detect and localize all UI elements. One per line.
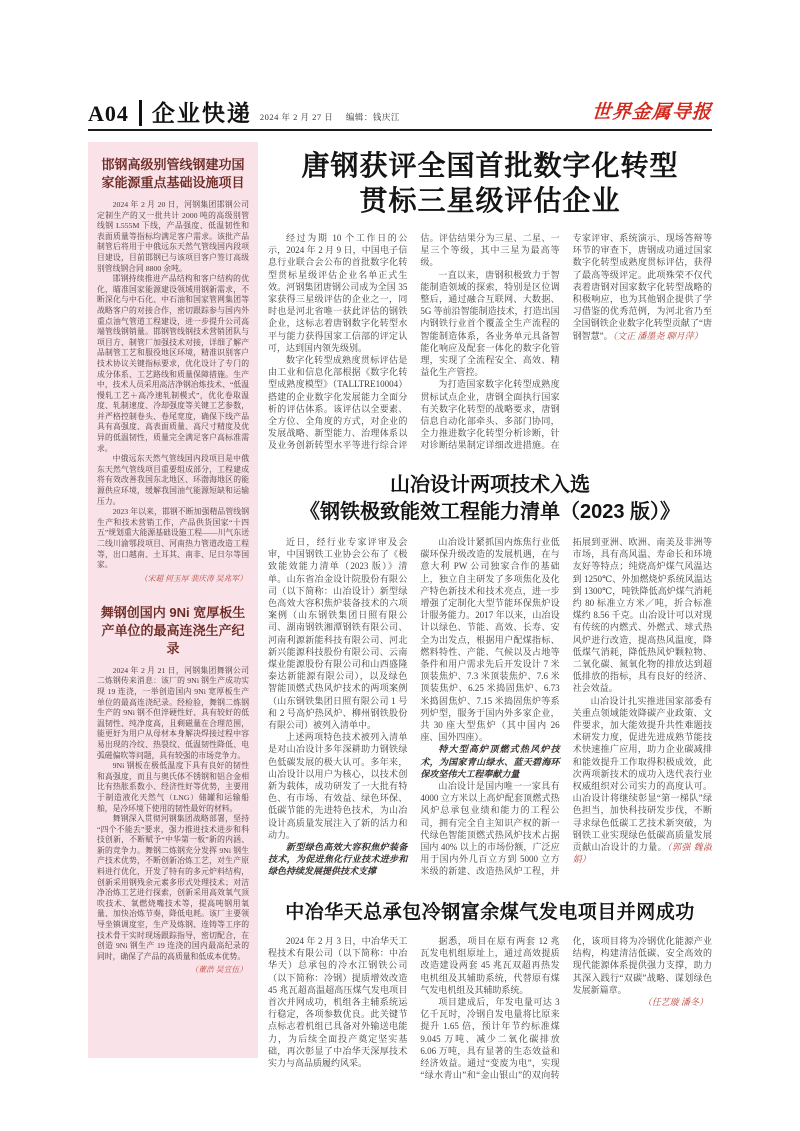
article-paragraph: 山冶设计是国内唯一一家具有 4000 立方米以上高炉配套顶燃式热风炉总承包业绩和能力的工程公司，拥有完全自主知识产权的新一代绿色智能顶燃式热风炉技术占据国内 40% 以上的市场份额，广泛应用于国内外几百立方到 5000 立方米级的新建、改造热风炉工程，并拓展到亚洲、欧洲、南美及非洲等市场，具有高风温、寿命长和环境友好等特点；纯烧高炉煤气风温达到 1250℃、外加燃烧炉系统风温达到 1300℃，吨铁降低高炉煤气消耗约 80 标准立方米／吨，折合标准煤约 8.56 千克。山冶设计可以对现有传统的内燃式、外燃式、球式热风炉进行改造，提高热风温度，降低煤气消耗，降低热风炉颗粒物、二氧化碳、氮氧化物的排放达到超低排放的指标，具有良好的经济、社会效益。 xyxy=(420,537,712,877)
article-tanggang-digital xyxy=(268,148,712,456)
article-paragraph: 数字化转型成熟度贯标评估是由工业和信息化部根据《数字化转型成熟度模型》（TALLTRE10004）搭建的企业数字化发展能力全面分析的评估体系。该评估以全要素、全方位、全角度的方式，对企业的发展战略、新型能力、治理体系以及业务创新转型水平等进行综合评估。评估结果分为三星、二星、一星三个等级，其中三星为最高等级。 xyxy=(268,233,560,451)
main-column xyxy=(268,142,712,1104)
article-zhongye-huatian xyxy=(268,900,712,1085)
article-paragraph: 经过为期 10 个工作日的公示，2024 年 2 月 9 日，中国电子信息行业联合会公布的首批数字化转型贯标星级评估企业名单正式生效。河钢集团唐钢公司成为全国 35 家获得三星级评估的企业之一，同时也是河北省唯一获此评估的钢铁企业，这标志着唐钢数字化转型水平与能力获得国家工信部的评定认可，达到国内领先级别。 xyxy=(268,233,408,353)
headline-line: 贯标三星级评估企业 xyxy=(359,185,621,216)
article-body xyxy=(268,935,712,1085)
article-paragraph: 2023 年以来，邯钢不断加强精品管线钢生产和技术营销工作，产品供货国家“十四五”规划重大能源基础设施工程——川气东送二线川渝鄂段项目、河南热力管道改造工程等，出口越南、土耳其、南非、尼日尔等国家。 xyxy=(97,507,249,570)
article-paragraph: 邯钢持续推进产品结构和客户结构的优化，瞄准国家能源建设领域用钢新需求，不断深化与中石化、中石油和国家管网集团等战略客户的对接合作，密切跟踪参与国内外重点油气管道工程建设，进一步提升公司高端管线钢销量。邯钢管线钢技术营销团队与项目方、制管厂加强技术对接，详细了解产品制管工艺和服役地区环境，精准识别客户技术协议关键指标要求，优化设计了专门的成分体系、工艺路线和质量保障措施。生产中，技术人员采用高洁净钢冶炼技术、“低温慢轧工艺＋高冷速轧制模式”，优化卷取温度、轧制速度、冷却强度等关键工艺参数，并严格控制卷头、卷尾宽度，确保下线产品具有高强度、高表面质量、高尺寸精度及优异的低温韧性，质量完全满足客户高标准需求。 xyxy=(97,274,249,453)
article-paragraph: 一直以来，唐钢积极致力于智能制造领域的探索，特别是区位调整后，通过融合互联网、大数据、5G 等前沿智能制造技术，打造出国内钢铁行业首个覆盖全生产流程的智能制造体系，各业务单元具备智能化响应及配套一体化的数字化管理，实现了全流程安全、高效、精益化生产管控。 xyxy=(420,269,560,378)
headline-line: 《钢铁极致能效工程能力清单（2023 版）》 xyxy=(299,501,681,523)
publish-date: 2024 年 2 月 27 日 xyxy=(259,112,334,122)
article-paragraph: 山冶设计紧抓国内炼焦行业低碳环保升级改造的发展机遇，在与意大利 PW 公司独家合作的基础上，独立自主研发了多项焦化及化产特色新技术和技术亮点，进一步增强了定制化大型节能环保焦炉设计服务能力。2017 年以来，山冶设计以绿色、节能、高效、长寿、安全为出发点，根据用户配煤指标、燃料特性、产能、气候以及占地等条件和用户需求先后开发设计 7 米顶装焦炉、7.3 米顶装焦炉、7.6 米顶装焦炉、6.25 米捣固焦炉、6.73 米捣固焦炉、7.15 米捣固焦炉等系列炉型，服务于国内外多家企业，共 30 座大型焦炉（其中国内 26 座、国外四座）。 xyxy=(420,537,560,743)
article-byline: （郭强 魏淑娟） xyxy=(572,842,712,865)
article-paragraph: 项目建成后，年发电量可达 3 亿千瓦时，冷钢自发电量将比原来提升 1.65 倍，预计年节约标准煤 9.045 万吨、减少二氧化碳排放 6.06 万吨，具有显著的生态效益和经济效益。通过“变废为电”，实现“绿水青山”和“金山银山”的双向转化，该项目将为冷钢优化能源产业结构，构建清洁低碳、安全高效的现代能源体系提供强力支撑，助力其深入践行“双碳”战略、谋划绿色发展新篇章。 xyxy=(420,936,712,1081)
article-subhead: 新型绿色高效大容积焦炉装备技术，为促进焦化行业技术进步和绿色持续发展提供技术支撑 xyxy=(268,842,408,877)
article-paragraph: 中俄远东天然气管线国内段项目是中俄东天然气管线项目重要组成部分，工程建成将有效改善我国东北地区、环渤海地区的能源供应环境，缓解我国油气能源短缺和运输压力。 xyxy=(97,454,249,506)
headline-line: 中冶华天总承包冷钢富余煤气发电项目并网成功 xyxy=(285,902,695,923)
editor-credit: 编辑：钱庆江 xyxy=(345,112,400,122)
headline-line: 山冶设计两项技术入选 xyxy=(390,474,590,496)
header-rule xyxy=(88,129,712,131)
article-headline xyxy=(268,472,712,526)
header-left xyxy=(88,100,410,126)
header-meta xyxy=(260,111,410,126)
article-byline: （董浩 吴宣伍） xyxy=(190,965,247,975)
page-content xyxy=(88,142,712,1104)
article-paragraph: 9Ni 钢板在极低温度下具有良好的韧性和高强度，而且与奥氏体不锈钢和铝合金相比有热胀系数小、经济性好等优势，主要用于制造液化天然气（LNG）储罐和运输船舶，是冷环境下使用的韧性最好的材料。 xyxy=(97,761,249,813)
article-paragraph: 2024 年 2 月 3 日，中冶华天工程技术有限公司（以下简称：中冶华天）总承包的冷水江钢铁公司（以下简称：冷钢）提质增效改造 45 兆瓦超高温超高压煤气发电项目首次并网成功，机组各主辅系统运行稳定，各项参数优良。此关键节点标志着机组已具备对外输送电能力，为后续全面投产奠定坚实基础，再次彰显了中冶华天深厚技术实力与高品质履约风采。 xyxy=(268,936,408,1069)
article-byline: （宋超 何玉厚 裴庆涛 吴兆军） xyxy=(139,573,247,583)
article-paragraph: 上述两项特色技术被列入清单是对山冶设计多年深耕助力钢铁绿色低碳发展的极大认可。多年来，山冶设计以用户为核心，以技术创新为载体，成功研发了一大批有特色、有市场、有效益、绿色环保、低碳节能的先进特色技术，为山冶设计高质量发展注入了新的活力和动力。 xyxy=(268,732,408,840)
article-paragraph: 近日，经行业专家评审及会审，中国钢铁工业协会公布了《极致能效能力清单（2023 版）》清单。山东省冶金设计院股份有限公司（以下简称：山冶设计）新型绿色高效大容积焦炉装备技术的六项案例（山东钢铁集团日照有限公司、湖南钢铁湘潭钢铁有限公司、河南利源新能科技有限公司、河北新兴能源科技股份有限公司、云南煤业能源股份有限公司和山西盛隆泰达新能源有限公司），以及绿色智能顶燃式热风炉技术的两项案例（山东钢铁集团日照有限公司 1 号和 2 号高炉热风炉、柳州钢铁股份有限公司）被列入清单中。 xyxy=(268,537,408,731)
article-headline xyxy=(268,900,712,926)
article-title: 舞钢创国内 9Ni 宽厚板生产单位的最高连浇生产纪录 xyxy=(100,604,246,656)
article-subhead: 特大型高炉顶燃式热风炉技术，为国家青山绿水、蓝天碧海环保攻坚伟大工程奉献力量 xyxy=(420,744,560,779)
article-paragraph: 2024 年 2 月 20 日，河钢集团邯钢公司定制生产的又一批共计 2000 吨的高级别管线钢 L555M 下线，产品强度、低温韧性和表面质量等指标均满足客户需求。该批产品制管后将用于中俄远东天然气管线国内段项目建设，目前邯钢已与该项目客户签订高级别管线钢合同 8800 余吨。 xyxy=(97,200,249,273)
article-body xyxy=(268,536,712,888)
article-paragraph xyxy=(573,695,712,866)
article-shanye-design xyxy=(268,472,712,888)
paragraph-text: 山冶设计扎实推进国家部委有关重点领域能效降碳产业政策、文件要求，加大能效提升共性难题技术研发力度，促进先进成熟节能技术快速推广应用，助力企业碳减排和能效提升工作取得积极成效，此次两项新技术的成功入选代表行业权威组织对公司实力的高度认可。山冶设计将继续彰显“第一梯队”绿色担当，加快科技研发步伐，不断寻求绿色低碳工艺技术新突破，为钢铁工业实现绿色低碳高质量发展贡献山冶设计的力量。 xyxy=(572,695,712,853)
article-hangang-pipeline xyxy=(97,156,249,584)
page-number: A04 xyxy=(88,101,129,126)
article-body xyxy=(268,232,712,456)
article-paragraph: 2024 年 2 月 21 日，河钢集团舞钢公司二炼钢传来消息：该厂的 9Ni 钢生产成功实现 19 连浇，一举创造国内 9Ni 宽厚板生产单位的最高连浇纪录。经检验，舞钢二炼钢生产的 9Ni 钢不但淬硬性好、具有较好的低温韧性、纯净度高，且剩磁量在合理范围，能更好为用户从母材本身解决焊接过程中容易出现的冷纹、热裂纹、低温韧性降低、电弧磁偏吹等问题，具有较强的市场竞争力。 xyxy=(97,665,249,760)
article-paragraph: 舞钢深入贯彻河钢集团战略部署，坚持“四个不能丢”要求，强力推进技术进步和科技创新，不断赋予“中华第一板”新的内涵、新的竞争力。舞钢二炼钢充分发挥 9Ni 钢生产技术优势，不断创新冶炼工艺，对生产原料进行优化，开发了特有的多元炉料结构，创新采用钢残余元素多形式处理技术；对洁净冶炼工艺进行探索，创新采用高效氧气顶吹技术、氧燃烧嘴技术等，提高吨钢用氧量、加快冶炼节奏，降低电耗。该厂主要领导坐镇调度室，生产及炼钢、连铸等工序的技术骨干实时现场跟踪指导，密切配合，在创造 9Ni 钢生产 19 连浇的国内最高纪录的同时，确保了产品的高质量和低成本优势。 xyxy=(97,814,249,961)
page-header xyxy=(88,90,712,126)
article-headline xyxy=(268,148,712,218)
article-byline: （文正 潘墨尧 聊月萍） xyxy=(612,330,703,341)
left-column xyxy=(88,142,258,1058)
header-divider-bar xyxy=(139,100,142,126)
paragraph-text: 为打造国家数字化转型成熟度贯标试点企业，唐钢全面执行国家有关数字化转型的战略要求，唐钢信息自动化部牵头、多部门协同，全力推进数字化转型分析诊断，针对诊断结果制定详细改进措施。在专家评审、系统演示、现场答辩等环节的审查下，唐钢成功通过国家数字化转型成熟度贯标评估，获得了最高等级评定。此项殊荣不仅代表着唐钢对国家数字化转型战略的积极响应，也为其他钢企提供了学习借鉴的优秀范例，为河北省乃至全国钢铁企业数字化转型贡献了“唐钢智慧”。 xyxy=(420,233,712,451)
headline-line: 唐钢获评全国首批数字化转型 xyxy=(301,150,679,181)
article-byline: （任艺璇 潘冬） xyxy=(642,997,708,1008)
article-title: 邯钢高级别管线钢建功国家能源重点基础设施项目 xyxy=(101,157,245,190)
article-paragraph: 据悉，项目在原有两套 12 兆瓦发电机组原址上，通过高效提质改造建设两套 45 兆瓦双超再热发电机组及其辅助系统，代替原有煤气发电机组及其辅助系统。 xyxy=(420,936,560,995)
article-wugang-9ni xyxy=(97,604,249,976)
section-title: 企业快递 xyxy=(151,100,252,126)
masthead-logo: 世界金属导报 xyxy=(591,102,713,123)
